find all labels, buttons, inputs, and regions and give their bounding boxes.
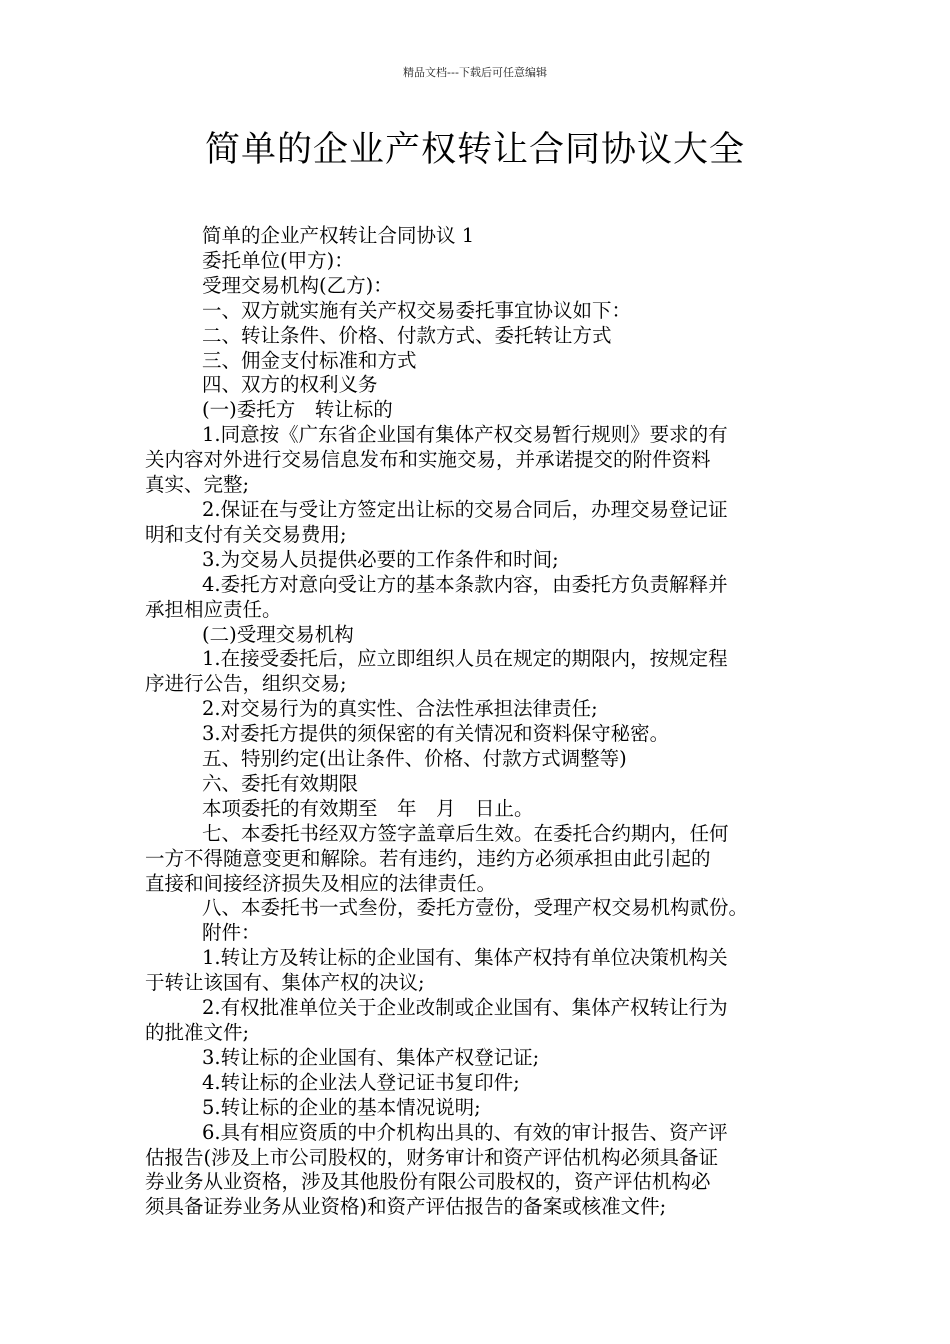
document-title: 简单的企业产权转让合同协议大全 [204,130,745,170]
paragraph-line: 2.有权批准单位关于企业改制或企业国有、集体产权转让行为 [202,996,728,1020]
paragraph-line: 1.转让方及转让标的企业国有、集体产权持有单位决策机构关 [202,946,728,970]
paragraph-line: 附件： [202,921,261,945]
paragraph-line: 一、双方就实施有关产权交易委托事宜协议如下： [202,298,632,322]
paragraph-line: 序进行公告，组织交易; [145,672,347,696]
paragraph-line: 委托单位(甲方)： [202,248,354,272]
paragraph-line: 须具备证券业务从业资格)和资产评估报告的备案或核准文件; [145,1195,667,1219]
paragraph-line: 4.转让标的企业法人登记证书复印件; [202,1070,520,1094]
paragraph-line: 于转让该国有、集体产权的决议; [145,971,425,995]
paragraph-line: 三、佣金支付标准和方式 [202,348,417,372]
paragraph-line: 关内容对外进行交易信息发布和实施交易，并承诺提交的附件资料 [145,448,711,472]
paragraph-line: 券业务从业资格，涉及其他股份有限公司股权的，资产评估机构必 [145,1170,711,1194]
paragraph-line: 1.在接受委托后，应立即组织人员在规定的期限内，按规定程 [202,647,728,671]
paragraph-line: 承担相应责任。 [145,597,282,621]
paragraph-line: 估报告(涉及上市公司股权的，财务审计和资产评估机构必须具备证 [145,1145,719,1169]
paragraph-line: (二)受理交易机构 [202,622,354,646]
paragraph-line: 3.为交易人员提供必要的工作条件和时间; [202,547,559,571]
paragraph-line: 1.同意按《广东省企业国有集体产权交易暂行规则》要求的有 [202,423,728,447]
paragraph-line: 6.具有相应资质的中介机构出具的、有效的审计报告、资产评 [202,1120,728,1144]
paragraph-line: 2.对交易行为的真实性、合法性承担法律责任; [202,697,598,721]
paragraph-line: 一方不得随意变更和解除。若有违约，违约方必须承担由此引起的 [145,846,711,870]
paragraph-line: 六、委托有效期限 [202,771,359,795]
paragraph-line: 3.对委托方提供的须保密的有关情况和资料保守秘密。 [202,722,670,746]
paragraph-line: 本项委托的有效期至 年 月 日止。 [202,796,534,820]
paragraph-line: 受理交易机构(乙方)： [202,273,393,297]
document-body [145,224,815,1220]
paragraph-line: 七、本委托书经双方签字盖章后生效。在委托合约期内，任何 [202,821,729,845]
paragraph-line: 5.转让标的企业的基本情况说明; [202,1095,481,1119]
paragraph-line: 的批准文件; [145,1021,250,1044]
page-header-watermark: 精品文档---下载后可任意编辑 [403,66,547,79]
paragraph-line: 二、转让条件、价格、付款方式、委托转让方式 [202,323,612,347]
paragraph-line: (一)委托方 转让标的 [202,398,393,422]
paragraph-line: 简单的企业产权转让合同协议 1 [202,224,475,247]
paragraph-line: 明和支付有关交易费用; [145,522,347,546]
paragraph-line: 2.保证在与受让方签定出让标的交易合同后，办理交易登记证 [202,497,728,521]
paragraph-line: 真实、完整; [145,473,250,497]
paragraph-line: 五、特别约定(出让条件、价格、付款方式调整等) [202,747,627,771]
paragraph-line: 4.委托方对意向受让方的基本条款内容，由委托方负责解释并 [202,572,728,596]
paragraph-line: 直接和间接经济损失及相应的法律责任。 [145,871,497,895]
paragraph-line: 八、本委托书一式叁份，委托方壹份，受理产权交易机构贰份。 [202,896,749,920]
paragraph-line: 3.转让标的企业国有、集体产权登记证; [202,1045,540,1069]
paragraph-line: 四、双方的权利义务 [202,373,378,397]
